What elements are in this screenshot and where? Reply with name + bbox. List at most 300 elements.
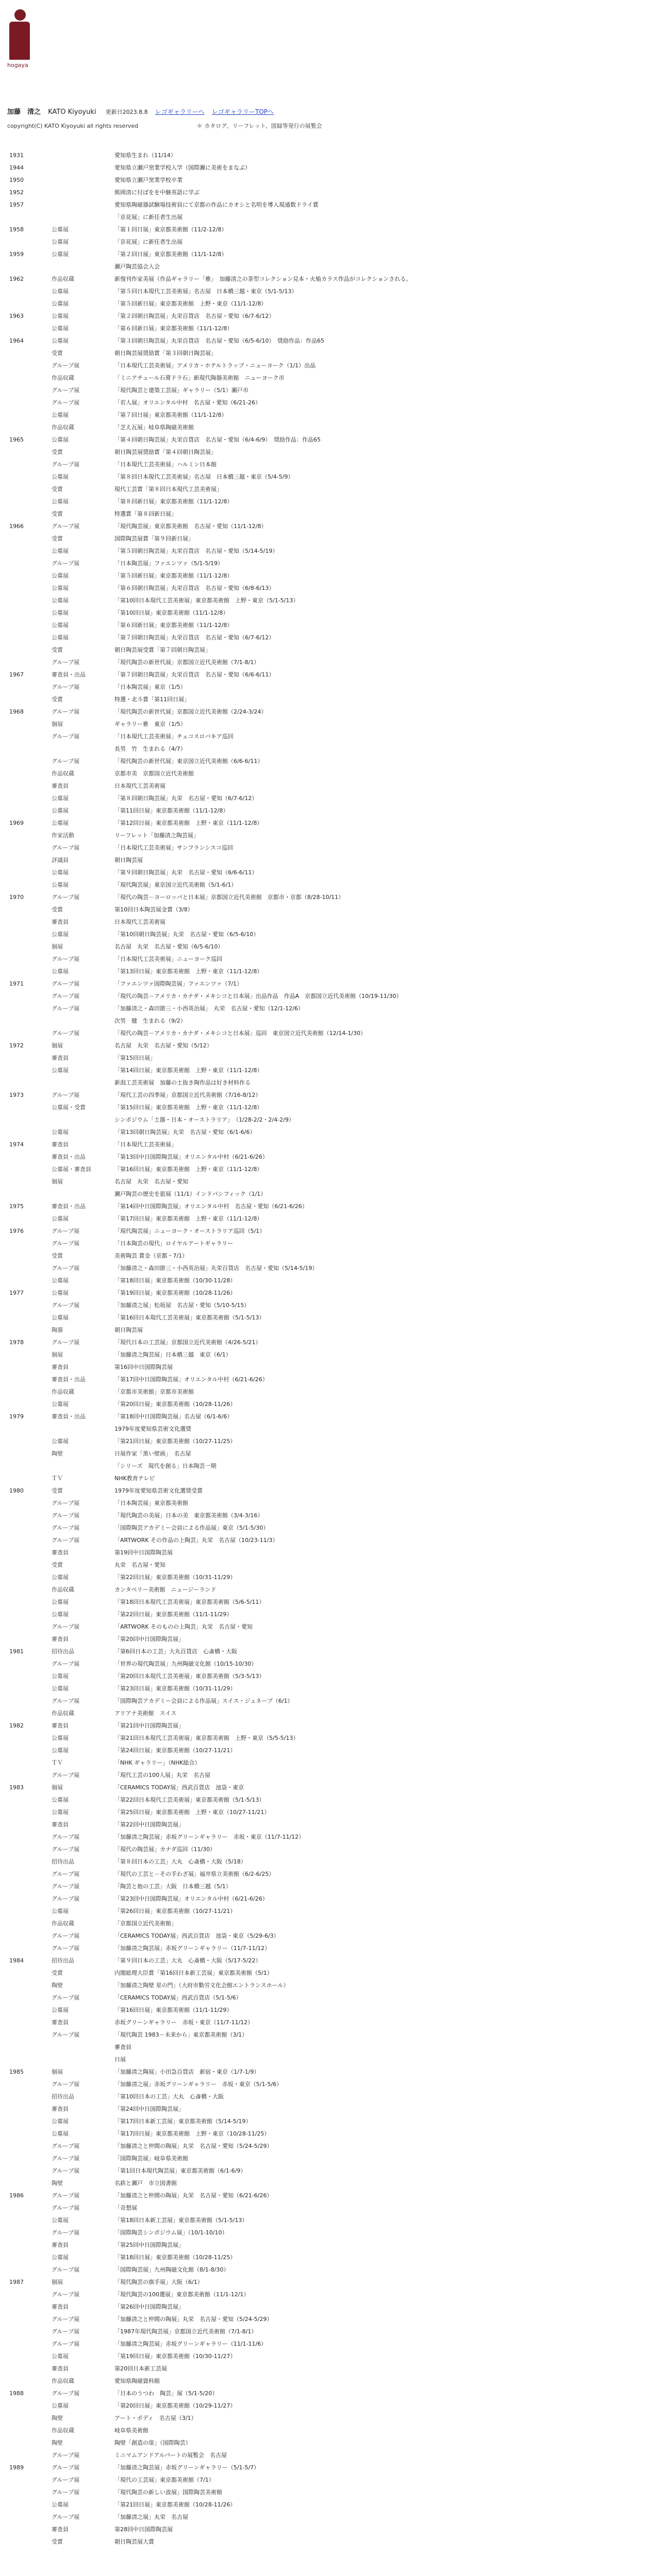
timeline-row	[0, 1757, 662, 1769]
timeline-row	[0, 1398, 662, 1411]
entry-description: 日展	[114, 2056, 126, 2063]
entry-description: カンタベリー美術館 ニュージーランド	[114, 1586, 217, 1593]
entry-year: 1963	[9, 313, 24, 319]
entry-year: 1989	[9, 2464, 24, 2471]
timeline-row	[0, 533, 662, 545]
entry-description: 「第25回中日国際陶芸展」	[114, 2242, 184, 2248]
entry-category: 個展	[52, 2279, 63, 2285]
entry-category: グループ展	[52, 1871, 80, 1877]
timeline-row	[0, 1077, 662, 1089]
entry-category: 受賞	[52, 486, 63, 493]
timeline-row	[0, 1163, 662, 1176]
entry-description: 「第10回日本の工芸」大丸 心斎橋・大阪	[114, 2093, 224, 2100]
entry-category: 公募展	[52, 931, 69, 938]
entry-description: 第19回中日国際陶芸展	[114, 1549, 173, 1556]
timeline-row	[0, 1324, 662, 1336]
entry-year: 1968	[9, 708, 24, 715]
entry-category: 招待出品	[52, 2093, 74, 2100]
entry-category: 公募展	[52, 2217, 69, 2224]
timeline-row	[0, 755, 662, 768]
entry-description: 「第20回日本現代工芸美術展」東京都美術館（5/3-5/13）	[114, 1673, 265, 1680]
timeline-row	[0, 842, 662, 854]
link-lego-gallery[interactable]: レゴギャラリーへ	[155, 108, 205, 115]
entry-category: グループ展	[52, 1698, 80, 1704]
timeline-row	[0, 805, 662, 817]
timeline-row	[0, 2016, 662, 2029]
entry-description: 「第15回日展」	[114, 1055, 156, 1061]
entry-category: グループ展	[52, 2390, 80, 2397]
timeline-row	[0, 2115, 662, 2128]
entry-category: 公募展	[52, 1747, 69, 1754]
entry-description: 「日本陶芸展」東京都美術館	[114, 1500, 188, 1506]
entry-description: 「現代陶芸展」ニューヨーク・オーストラリア巡回（5/1）	[114, 1228, 266, 1234]
timeline-row	[0, 397, 662, 409]
entry-description: 特選賞「第８回新日展」	[114, 511, 177, 517]
entry-category: 審査員	[52, 2106, 69, 2112]
entry-category: 作品収蔵	[52, 2378, 74, 2384]
timeline-row	[0, 434, 662, 446]
entry-description: 「国際陶芸アカデミー会員による作品展」スイス・ジュネーブ（6/1）	[114, 1698, 293, 1704]
entry-description: アート・ボディ 名古屋（3/1）	[114, 2415, 197, 2421]
timeline-row	[0, 891, 662, 904]
entry-year: 1981	[9, 1648, 24, 1655]
entry-category: 公募展	[52, 1685, 69, 1692]
timeline-row	[0, 582, 662, 595]
timeline-row	[0, 2313, 662, 2326]
timeline-row	[0, 1250, 662, 1262]
entry-description: 「第７回朝日陶芸展」丸栄百貨店 名古屋・愛知（6/7-6/12）	[114, 634, 275, 641]
entry-category: 評議員	[52, 857, 69, 863]
entry-category: グループ展	[52, 2328, 80, 2335]
timeline-row	[0, 1262, 662, 1275]
entry-category: グループ展	[52, 2514, 80, 2520]
timeline-row	[0, 2301, 662, 2313]
entry-year: 1957	[9, 201, 24, 208]
entry-category: グループ展	[52, 2316, 80, 2323]
entry-description: 「第6回日本の工芸」大丸百貨店 心斎橋・大阪	[114, 1648, 237, 1655]
entry-category: 公募展	[52, 473, 69, 480]
entry-category: グループ展	[52, 1339, 80, 1346]
entry-description: 「CERAMICS TODAY展」西武百貨店（5/1-5/6）	[114, 1994, 242, 2001]
entry-category: グループ展	[52, 844, 80, 851]
entry-year: 1962	[9, 276, 24, 282]
entry-category: グループ展	[52, 659, 80, 666]
entry-description: 「第９回朝日陶芸展」丸栄 名古屋・愛知（6/6-6/11）	[114, 869, 258, 876]
entry-description: 「第23回中日国際陶芸展」オリエンタル中村（6/21-6/26）	[114, 1895, 268, 1902]
timeline-row	[0, 2511, 662, 2523]
entry-year: 1931	[9, 152, 24, 159]
timeline-row	[0, 2140, 662, 2153]
entry-description: 「加藤清之陶展」小田急百貨店 新宿・東京（1/7-1/9）	[114, 2069, 260, 2075]
entry-description: 「ファエンツァ国際陶芸展」ファエンツァ（7/1）	[114, 980, 243, 987]
timeline-row	[0, 1819, 662, 1831]
timeline-row	[0, 2264, 662, 2276]
timeline-row	[0, 2091, 662, 2103]
timeline-row	[0, 1868, 662, 1880]
entry-category: グループ展	[52, 684, 80, 690]
timeline-row	[0, 1188, 662, 1200]
timeline-row	[0, 1275, 662, 1287]
entry-category: グループ展	[52, 2081, 80, 2088]
timeline-row	[0, 1485, 662, 1497]
entry-year: 1979	[9, 1413, 24, 1420]
entry-category: グループ展	[52, 1537, 80, 1544]
entry-description: 「世界の現代陶芸展」九州陶磁文化館（10/15-10/30）	[114, 1660, 257, 1667]
entry-category: グループ展	[52, 560, 80, 567]
entry-description: 「CERAMICS TODAY展」西武百貨店 池袋・東京（5/29-6/3）	[114, 1933, 279, 1939]
entry-description: 「第６回新日展」東京都美術館（11/1-12/8）	[114, 622, 233, 629]
timeline-row	[0, 718, 662, 731]
entry-category: 公募展	[52, 609, 69, 616]
entry-description: 「第22回日展」東京都美術館（11/1-11/29）	[114, 1611, 233, 1618]
timeline-row	[0, 1361, 662, 1374]
entry-description: 第28回中日国際陶芸展	[114, 2526, 173, 2533]
entry-description: 「現代陶芸の美展」日本の美 東京都美術館（3/4-3/16）	[114, 1512, 263, 1519]
entry-description: 「第11回日展」東京都美術館（11/1-12/8）	[114, 807, 229, 814]
entry-year: 1950	[9, 177, 24, 183]
entry-description: 「現代工芸の四季展」京都国立近代美術館（7/16-8/12）	[114, 1092, 261, 1098]
entry-description: 内閣総理大臣賞「第16回日本新工芸展」東京都美術館（5/1）	[114, 1970, 273, 1976]
timeline-row	[0, 174, 662, 187]
timeline-row	[0, 595, 662, 607]
timeline-row	[0, 1423, 662, 1435]
entry-category: 公募展	[52, 436, 69, 443]
entry-description: 「第26回日展」東京都美術館（10/27-11/21）	[114, 1908, 236, 1914]
entry-year: 1980	[9, 1487, 24, 1494]
entry-category: 審査員	[52, 1141, 69, 1148]
entry-description: 「現代陶芸 1983－未来から」東京都美術館（3/1）	[114, 2031, 248, 2038]
timeline-row	[0, 1448, 662, 1460]
timeline-row	[0, 2078, 662, 2091]
entry-category: グループ展	[52, 758, 80, 765]
entry-category: 公募展	[52, 2402, 69, 2409]
entry-description: 「現代の工芸展」東京都美術館（7/1）	[114, 2477, 214, 2483]
entry-year: 1988	[9, 2390, 24, 2397]
site-logo[interactable]	[7, 8, 30, 74]
timeline-row	[0, 248, 662, 261]
timeline-row	[0, 656, 662, 669]
entry-description: 「第14回中日国際陶芸展」オリエンタル中村 名古屋・愛知（6/21-6/26）	[114, 1203, 308, 1210]
entry-description: 「加藤清之陶芸展」日本橋三越 東京（6/1）	[114, 1351, 231, 1358]
entry-year: 1986	[9, 2192, 24, 2199]
entry-year: 1977	[9, 1290, 24, 1296]
entry-category: 招待出品	[52, 1858, 74, 1865]
entry-description: 「第16回日展」東京都美術館（11/1-11/29）	[114, 2007, 233, 2013]
entry-description: 朝日陶芸展奨励賞「第４回朝日陶芸展」	[114, 449, 217, 455]
logo-bar	[9, 22, 30, 60]
timeline-row	[0, 1782, 662, 1794]
timeline-row	[0, 1695, 662, 1707]
timeline-row	[0, 1547, 662, 1559]
entry-category: グループ展	[52, 2477, 80, 2483]
timeline-row	[0, 1151, 662, 1163]
timeline-row	[0, 1200, 662, 1213]
entry-category: 陶壁	[52, 1450, 63, 1457]
timeline-row	[0, 2400, 662, 2412]
entry-category: 個展	[52, 943, 63, 950]
entry-category: 個展	[52, 1351, 63, 1358]
timeline-row	[0, 557, 662, 570]
entry-category: 公募展	[52, 325, 69, 332]
timeline-row	[0, 1064, 662, 1077]
entry-description: 朝日陶芸展大賞	[114, 2538, 154, 2545]
entry-category: グループ展	[52, 523, 80, 530]
entry-category: グループ展	[52, 708, 80, 715]
timeline-row	[0, 187, 662, 199]
timeline-row	[0, 2523, 662, 2536]
entry-category: グループ展	[52, 1660, 80, 1667]
entry-category: 公募展	[52, 572, 69, 579]
entry-description: 「第13回中日国際陶芸展」オリエンタル中村（6/21-6/26）	[114, 1154, 268, 1160]
entry-description: 「第21回中日国際陶芸展」	[114, 1722, 184, 1729]
entry-description: 「第18回日本新工芸展」東京都美術館（5/1-5/13）	[114, 2217, 248, 2224]
entry-category: 作品収蔵	[52, 1586, 74, 1593]
entry-description: 「第８回日本の工芸」大丸 心斎橋・大阪（5/18）	[114, 1858, 246, 1865]
entry-category: 受賞	[52, 511, 63, 517]
entry-description: 「日本陶芸の現代」ロイヤルアートギャラリー	[114, 1240, 234, 1247]
entry-category: 公募展	[52, 288, 69, 295]
entry-category: 審査員	[52, 2526, 69, 2533]
timeline-row	[0, 508, 662, 520]
entry-category: 公募展・受賞	[52, 1104, 86, 1111]
entry-description: 日展作家「黒い壁画」 名古屋	[114, 1450, 191, 1457]
entry-year: 1972	[9, 1042, 24, 1049]
entry-description: 1979年度愛知県芸術文化選奨受賞	[114, 1487, 203, 1494]
timeline-row	[0, 1707, 662, 1720]
entry-description: NHK教育テレビ	[114, 1475, 155, 1482]
entry-year: 1971	[9, 980, 24, 987]
timeline-row	[0, 1992, 662, 2004]
entry-description: 第16回中日国際陶芸展	[114, 1364, 173, 1370]
timeline-row	[0, 854, 662, 867]
entry-description: 名古屋 丸栄 名古屋・愛知（6/5-6/10）	[114, 943, 224, 950]
timeline-row	[0, 545, 662, 557]
entry-category: 個展	[52, 2069, 63, 2075]
entry-year: 1964	[9, 337, 24, 344]
entry-description: 「現代工芸の100人展」丸栄 名古屋	[114, 1772, 210, 1778]
entry-description: 「京都市美術館」京都市美術館	[114, 1388, 194, 1395]
entry-category: グループ展	[52, 1623, 80, 1630]
timeline-row	[0, 1139, 662, 1151]
entry-category: 作品収蔵	[52, 1388, 74, 1395]
timeline-row	[0, 1349, 662, 1361]
timeline-row	[0, 1497, 662, 1510]
entry-description: 名古屋 丸栄 名古屋・愛知	[114, 1178, 188, 1185]
entry-description: 日本現代工芸美術展	[114, 919, 166, 925]
entry-description: 瀬戸陶芸協会入会	[114, 263, 160, 270]
entry-description: 「国際陶芸展」岐阜県美術館	[114, 2155, 188, 2162]
timeline-row	[0, 817, 662, 829]
entry-category: グループ展	[52, 733, 80, 740]
entry-description: 長男 竹 生まれる（4/7）	[114, 745, 186, 752]
entry-category: 公募展	[52, 226, 69, 233]
timeline-row	[0, 483, 662, 496]
timeline-row	[0, 1633, 662, 1646]
timeline-row	[0, 1336, 662, 1349]
timeline-row	[0, 1893, 662, 1905]
entry-year: 1959	[9, 251, 24, 258]
entry-description: 愛知県立瀬戸窯業学校卒業	[114, 177, 183, 183]
entry-category: グループ展	[52, 894, 80, 901]
entry-description: 「第８回朝日陶芸展」丸栄 名古屋・愛知（6/7-6/12）	[114, 795, 258, 802]
entry-description: 次男 健 生まれる（9/2）	[114, 1018, 186, 1024]
entry-category: グループ展	[52, 2266, 80, 2273]
entry-description: 「加藤清之と仲間の陶展」丸栄 名古屋・愛知（5/24-5/29）	[114, 2143, 273, 2149]
timeline-row	[0, 2190, 662, 2202]
entry-description: 「第10回日本現代工芸美術展」東京都美術館 上野・東京（5/1-5/13）	[114, 597, 299, 604]
entry-description: 「第22回日本現代工芸美術展」東京都美術館（5/1-5/13）	[114, 1797, 265, 1803]
updated-date: 更新日2023.8.8	[105, 109, 148, 115]
timeline-row	[0, 780, 662, 792]
timeline-row	[0, 1646, 662, 1658]
entry-description: 「第15回日展」東京都美術館 上野・東京（11/1-12/8）	[114, 1104, 263, 1111]
entry-category: 公募展	[52, 1401, 69, 1408]
entry-category: 審査員・出品	[52, 1154, 86, 1160]
entry-category: 公募展	[52, 1067, 69, 1074]
entry-description: 「第９回日本の工芸」大丸 心斎橋・大阪（5/17-5/22）	[114, 1957, 261, 1964]
timeline-row	[0, 607, 662, 619]
entry-category: グループ展	[52, 362, 80, 369]
timeline-row	[0, 829, 662, 842]
entry-category: 審査員・出品	[52, 671, 86, 678]
entry-category: 公募展	[52, 2254, 69, 2261]
entry-description: 「加藤清之展」松坂屋 名古屋・愛知（5/10-5/15）	[114, 1302, 250, 1309]
entry-year: 1974	[9, 1141, 24, 1148]
entry-description: 「現代の陶芸展」カナダ巡回（11/30）	[114, 1846, 216, 1853]
copyright-line	[7, 122, 322, 130]
entry-year: 1985	[9, 2069, 24, 2075]
timeline-row	[0, 1930, 662, 1942]
timeline-row	[0, 372, 662, 384]
entry-description: 「第18回日展」東京都美術館（10/28-11/25）	[114, 2254, 236, 2261]
timeline-row	[0, 731, 662, 743]
timeline-row	[0, 1460, 662, 1472]
timeline-row	[0, 1510, 662, 1522]
entry-description: 「現代日本の工芸展」京都国立近代美術館（4/26-5/21）	[114, 1339, 261, 1346]
entry-description: 「第22回中日国際陶芸展」	[114, 1821, 184, 1828]
timeline-row	[0, 2004, 662, 2016]
timeline-row	[0, 1176, 662, 1188]
entry-category: 個展	[52, 721, 63, 727]
entry-category: グループ展	[52, 1005, 80, 1012]
timeline-row	[0, 1843, 662, 1856]
timeline-row	[0, 2375, 662, 2387]
timeline-row	[0, 1720, 662, 1732]
timeline-row	[0, 323, 662, 335]
timeline-row	[0, 2499, 662, 2511]
entry-category: グループ展	[52, 1883, 80, 1890]
timeline-row	[0, 1126, 662, 1139]
copyright-text: copyright(C) KATO Kiyoyuki all rights reserved	[7, 123, 139, 129]
entry-description: 「現代陶芸の新世代展」東京国立近代美術館（6/6-6/11）	[114, 758, 263, 765]
entry-description: 熊岡清に付ばをを中継英語に学ぶ	[114, 189, 200, 196]
entry-description: 1979年度愛知県芸術文化選奨	[114, 1426, 191, 1432]
timeline-row	[0, 2462, 662, 2474]
entry-year: 1967	[9, 671, 24, 678]
timeline-row	[0, 1435, 662, 1448]
entry-category: 審査員	[52, 783, 69, 789]
entry-category: グループ展	[52, 2452, 80, 2459]
entry-description: 「第５回新日展」東京都美術館 上野・東京（11/1-12/8）	[114, 300, 267, 307]
entry-description: 「第21回日展」東京都美術館（10/28-11/26）	[114, 2501, 236, 2508]
entry-description: 「第６回新日展」東京都美術館（11/1-12/8）	[114, 325, 233, 332]
entry-category: 陶器	[52, 1327, 63, 1333]
entry-description: ミニマムアンドアルパートの展覧会 名古屋	[114, 2452, 227, 2459]
timeline-row	[0, 904, 662, 916]
timeline-row	[0, 867, 662, 879]
entry-year: 1944	[9, 164, 24, 171]
entry-category: 公募展	[52, 2007, 69, 2013]
timeline-row	[0, 1287, 662, 1299]
link-lego-gallery-top[interactable]: レゴギャラリーTOPへ	[211, 108, 274, 115]
entry-category: 公募展	[52, 2130, 69, 2137]
entry-category: グループ展	[52, 1500, 80, 1506]
entry-description: 「第18回中日国際陶芸展」名古屋（6/1-6/6）	[114, 1413, 233, 1420]
timeline-row	[0, 384, 662, 397]
entry-category: 公募展	[52, 1290, 69, 1296]
timeline-row	[0, 1015, 662, 1027]
timeline-row	[0, 446, 662, 459]
entry-category: 受賞	[52, 1562, 63, 1568]
entry-description: 「第８回日本現代工芸美術展」名古屋 日本橋三越・東京（5/4-5/9）	[114, 473, 294, 480]
entry-description: 「日本陶芸展」東京（1/5）	[114, 684, 186, 690]
entry-category: 招待出品	[52, 1957, 74, 1964]
entry-description: 京都市美 京都国立近代美術館	[114, 770, 194, 777]
entry-description: 「第２回朝日陶芸展」丸栄百貨店 名古屋・愛知（6/7-6/12）	[114, 313, 275, 319]
entry-category: 審査員	[52, 2303, 69, 2310]
entry-description: 「芝え瓦展」岐阜県陶磁美術館	[114, 424, 194, 431]
entry-description: 「加藤清之陶芸展」赤坂グリーンギャラリー 赤坂・東京（11/7-11/12）	[114, 1834, 305, 1840]
entry-description: 「1987年現代陶芸展」京都国立近代美術館（7/1-8/1）	[114, 2328, 257, 2335]
entry-category: 個展	[52, 1178, 63, 1185]
entry-category: 公募展	[52, 2353, 69, 2360]
entry-category: 審査員	[52, 2365, 69, 2372]
entry-year: 1970	[9, 894, 24, 901]
entry-description: 「加藤清之陶芸展」赤坂グリーンギャラリー（11/1-11/6）	[114, 2341, 267, 2347]
timeline-row	[0, 2387, 662, 2400]
entry-description: 「第20回中日国際陶芸展」	[114, 1636, 184, 1642]
entry-description: リーフレット「加藤清之陶芸展」	[114, 832, 199, 839]
timeline-row	[0, 632, 662, 644]
entry-category: 公募展	[52, 1599, 69, 1605]
entry-description: 「第19回日展」東京都美術館（10/28-11/26）	[114, 1290, 236, 1296]
timeline-row	[0, 953, 662, 965]
entry-description: 名古屋 丸栄 名古屋・愛知（5/12）	[114, 1042, 212, 1049]
entry-description: 「第24回中日国際陶芸展」	[114, 2106, 184, 2112]
timeline-row	[0, 2251, 662, 2264]
logo-text: hogaya	[7, 62, 28, 69]
entry-description: 「第７回日展」東京都美術館（11/1-12/8）	[114, 412, 227, 418]
entry-year: 1987	[9, 2279, 24, 2285]
entry-category: 公募展	[52, 1574, 69, 1581]
timeline-row	[0, 1114, 662, 1126]
entry-category: 審査員・出品	[52, 1376, 86, 1383]
timeline-row	[0, 1472, 662, 1485]
entry-category: グループ展	[52, 399, 80, 406]
timeline-row	[0, 2177, 662, 2190]
timeline-row	[0, 879, 662, 891]
logo-dot	[14, 9, 26, 21]
timeline-row	[0, 1831, 662, 1843]
entry-description: 朝日陶芸展	[114, 857, 143, 863]
career-timeline	[0, 149, 662, 2548]
entry-description: 「第５回新日展」東京都美術館（11/1-12/8）	[114, 572, 233, 579]
timeline-row	[0, 520, 662, 533]
entry-description: 「加藤清之・森田節三・小西英治展」丸栄百貨店 名古屋・愛知（5/14-5/19）	[114, 1265, 318, 1272]
entry-category: 陶壁	[52, 1982, 63, 1989]
entry-description: 「第５回朝日陶芸展」丸栄百貨店 名古屋・愛知（5/14-5/19）	[114, 548, 278, 554]
entry-description: 「第22回日展」東京都美術館（10/31-11/29）	[114, 1574, 236, 1581]
